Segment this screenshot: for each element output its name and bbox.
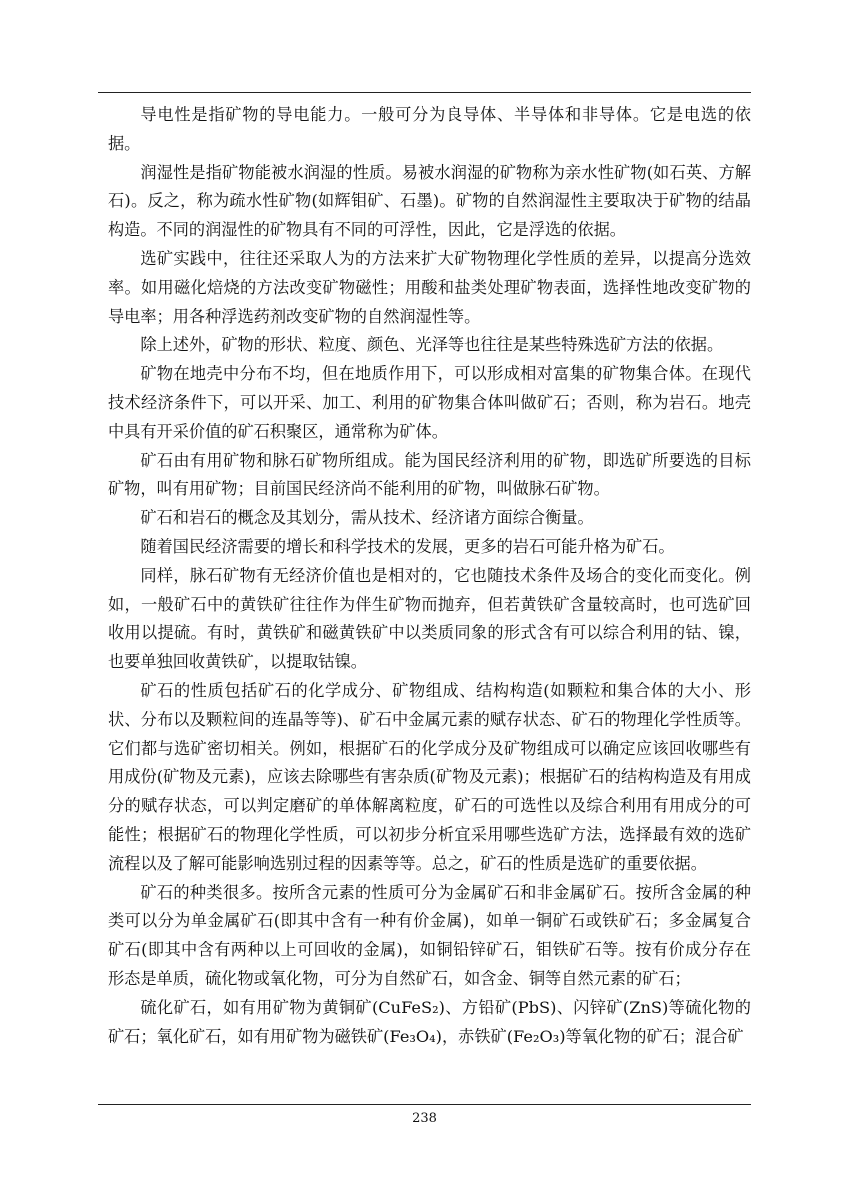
paragraph: 导电性是指矿物的导电能力。一般可分为良导体、半导体和非导体。它是电选的依据。 <box>108 105 751 153</box>
paragraph: 矿石的种类很多。按所含元素的性质可分为金属矿石和非金属矿石。按所含金属的种类可以分为单金属矿石(即其中含有一种有价金属)，如单一铜矿石或铁矿石；多金属复合矿石(即其中含有两种以上可回收的金属)，如铜铅锌矿石，钼铁矿石等。按有价成分存在形态是单质，硫化物或氧化物，可分为自然矿石，如含金、铜等自然元素的矿石； <box>108 882 751 988</box>
paragraph: 矿物在地壳中分布不均，但在地质作用下，可以形成相对富集的矿物集合体。在现代技术经济条件下，可以开采、加工、利用的矿物集合体叫做矿石；否则，称为岩石。地壳中具有开采价值的矿石积聚区，通常称为矿体。 <box>108 364 751 441</box>
paragraph: 同样，脉石矿物有无经济价值也是相对的，它也随技术条件及场合的变化而变化。例如，一般矿石中的黄铁矿往往作为伴生矿物而抛弃，但若黄铁矿含量较高时，也可选矿回收用以提硫。有时，黄铁矿和磁黄铁矿中以类质同象的形式含有可以综合利用的钴、镍，也要单独回收黄铁矿，以提取钴镍。 <box>108 565 751 672</box>
paragraph: 选矿实践中，往往还采取人为的方法来扩大矿物物理化学性质的差异，以提高分选效率。如用磁化焙烧的方法改变矿物磁性；用酸和盐类处理矿物表面，选择性地改变矿物的导电率；用各种浮选药剂改变矿物的自然润湿性等。 <box>108 248 751 326</box>
paragraph: 矿石由有用矿物和脉石矿物所组成。能为国民经济利用的矿物，即选矿所要选的目标矿物，叫有用矿物；目前国民经济尚不能利用的矿物，叫做脉石矿物。 <box>108 450 751 499</box>
paragraph: 润湿性是指矿物能被水润湿的性质。易被水润湿的矿物称为亲水性矿物(如石英、方解石)。反之，称为疏水性矿物(如辉钼矿、石墨)。矿物的自然润湿性主要取决于矿物的结晶构造。不同的润湿性的矿物具有不同的可浮性，因此，它是浮选的依据。 <box>108 162 751 240</box>
paragraph: 硫化矿石，如有用矿物为黄铜矿(CuFeS₂)、方铅矿(PbS)、闪锌矿(ZnS)等硫化物的矿石；氧化矿石，如有用矿物为磁铁矿(Fe₃O₄)，赤铁矿(Fe₂O₃)等氧化物的矿石；混合矿 <box>108 997 751 1046</box>
footer-rule <box>98 1104 751 1105</box>
paragraph: 随着国民经济需要的增长和科学技术的发展，更多的岩石可能升格为矿石。 <box>140 536 675 556</box>
body-text <box>108 101 751 1051</box>
paragraph: 除上述外，矿物的形状、粒度、颜色、光泽等也往往是某些特殊选矿方法的依据。 <box>140 335 724 355</box>
paragraph: 矿石的性质包括矿石的化学成分、矿物组成、结构构造(如颗粒和集合体的大小、形状、分布以及颗粒间的连晶等等)、矿石中金属元素的赋存状态、矿石的物理化学性质等。它们都与选矿密切相关。例如，根据矿石的化学成分及矿物组成可以确定应该回收哪些有用成份(矿物及元素)，应该去除哪些有害杂质(矿物及元素)；根据矿石的结构构造及有用成分的赋存状态，可以判定磨矿的单体解离粒度，矿石的可选性以及综合利用有用成分的可能性；根据矿石的物理化学性质，可以初步分析宜采用哪些选矿方法，选择最有效的选矿流程以及了解可能影响选别过程的因素等等。总之，矿石的性质是选矿的重要依据。 <box>108 680 751 873</box>
page-number: 238 <box>412 1111 437 1126</box>
paragraph: 矿石和岩石的概念及其划分，需从技术、经济诸方面综合衡量。 <box>140 508 594 528</box>
header-rule <box>98 92 751 93</box>
